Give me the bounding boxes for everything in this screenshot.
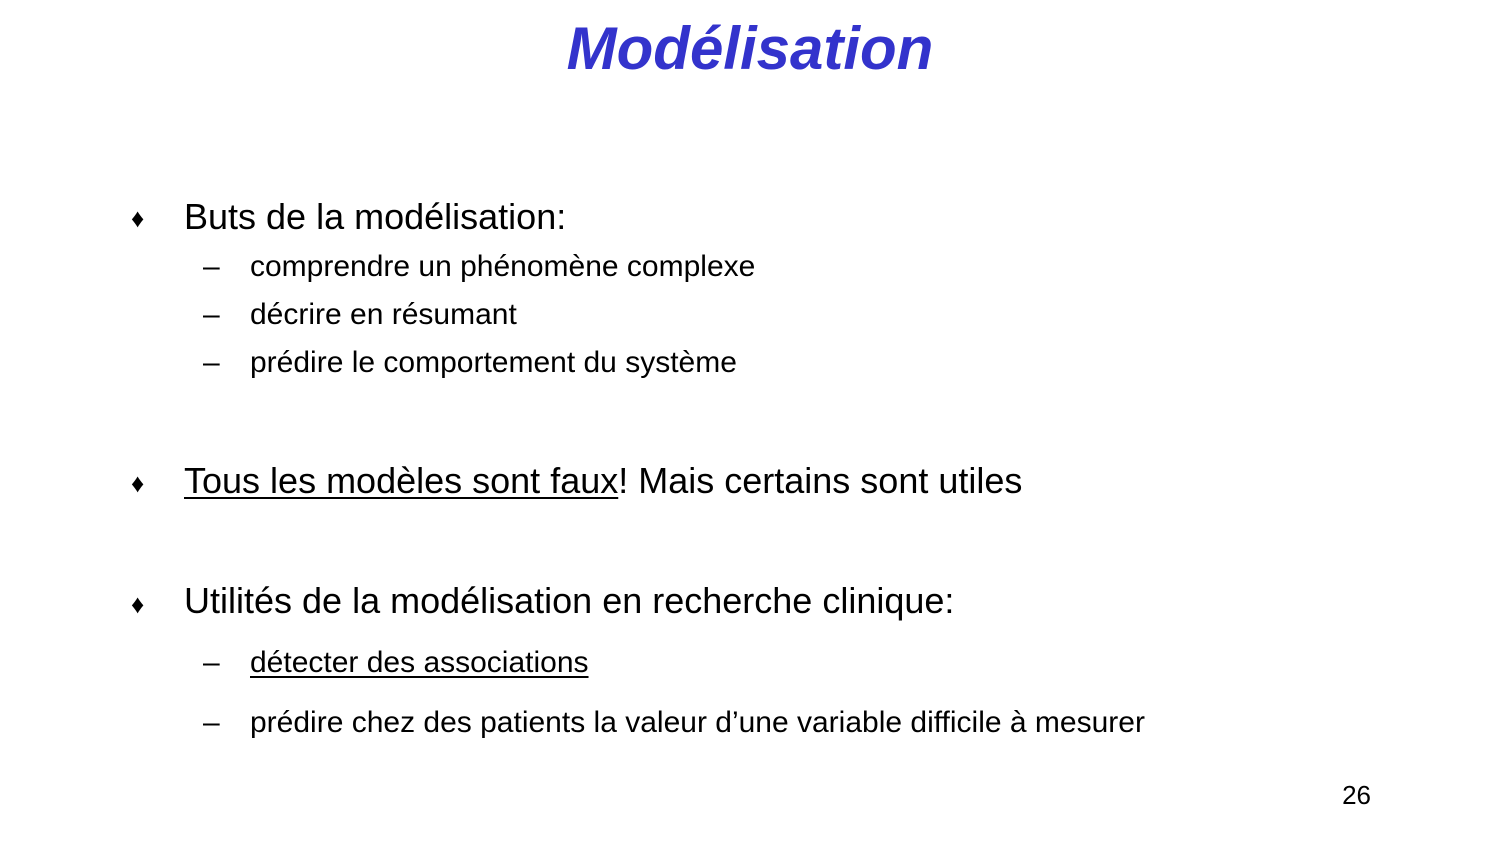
bullet-3-subitem-1: détecter des associations [250, 646, 589, 679]
bullet-1-subitem-2: décrire en résumant [250, 298, 517, 331]
bullet-2-text [184, 460, 1023, 501]
page-number: 26 [1342, 780, 1371, 810]
bullet-1-subitem-1: comprendre un phénomène complexe [250, 250, 756, 283]
dash-bullet-icon: – [203, 250, 220, 283]
bullet-2-underlined-text: Tous les modèles sont faux [184, 460, 619, 501]
diamond-bullet-icon: ♦ [131, 203, 145, 233]
dash-bullet-icon: – [203, 346, 220, 379]
bullet-2-rest-text: ! Mais certains sont utiles [618, 460, 1023, 501]
diamond-bullet-icon: ♦ [131, 589, 145, 619]
slide-title: Modélisation [566, 15, 934, 82]
bullet-3-text: Utilités de la modélisation en recherche clinique: [184, 580, 955, 621]
dash-bullet-icon: – [203, 298, 220, 331]
dash-bullet-icon: – [203, 646, 220, 679]
bullet-1-text: Buts de la modélisation: [184, 196, 567, 237]
bullet-3-subitem-2: prédire chez des patients la valeur d’une variable difficile à mesurer [250, 706, 1145, 739]
bullet-1-subitem-3: prédire le comportement du système [250, 346, 737, 379]
diamond-bullet-icon: ♦ [131, 468, 145, 498]
dash-bullet-icon: – [203, 706, 220, 739]
